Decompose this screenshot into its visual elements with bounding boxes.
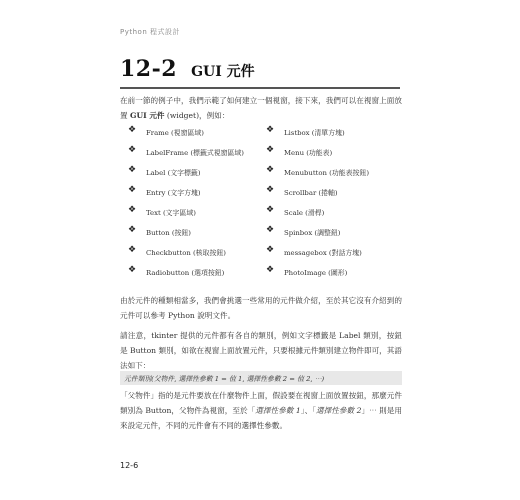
list-item xyxy=(128,247,226,257)
list-item-label: Entry (文字方塊) xyxy=(146,189,201,197)
para4-text-e: 」⋯ 則是用來設定元件，不同的元件會有不同的選擇性參數。 xyxy=(120,406,403,430)
list-item-label: messagebox (對話方塊) xyxy=(284,249,362,257)
list-item xyxy=(128,187,201,197)
list-item xyxy=(266,167,369,177)
list-item-label: Scale (滑桿) xyxy=(284,209,325,217)
bullet-diamond-icon xyxy=(128,147,138,157)
list-item-label: Menu (功能表) xyxy=(284,149,333,157)
list-item xyxy=(266,227,340,237)
list-item xyxy=(128,267,224,277)
list-item xyxy=(266,247,362,257)
list-item xyxy=(266,207,324,217)
list-item-label: Button (按鈕) xyxy=(146,229,191,237)
bullet-diamond-icon xyxy=(128,227,138,237)
list-item xyxy=(266,127,345,137)
bullet-diamond-icon xyxy=(266,147,276,157)
list-item-label: Text (文字區域) xyxy=(146,209,196,217)
bullet-diamond-icon xyxy=(266,127,276,137)
intro-paragraph xyxy=(120,93,402,123)
running-head: Python 程式設計 xyxy=(120,28,180,36)
section-title: GUI 元件 xyxy=(191,64,255,80)
list-item xyxy=(266,267,347,277)
list-item-label: PhotoImage (圖形) xyxy=(284,269,348,277)
bullet-diamond-icon xyxy=(128,207,138,217)
page-number: 12-6 xyxy=(120,461,139,470)
bullet-diamond-icon xyxy=(266,207,276,217)
intro-bold-term: GUI 元件 xyxy=(130,111,165,120)
list-item-label: LabelFrame (標籤式視窗區域) xyxy=(146,149,244,157)
bullet-diamond-icon xyxy=(128,167,138,177)
bullet-diamond-icon xyxy=(128,127,138,137)
list-item-label: Listbox (清單方塊) xyxy=(284,129,345,137)
list-item-label: Scrollbar (捲軸) xyxy=(284,189,338,197)
para4-text-c: 」、「 xyxy=(300,406,317,415)
bullet-diamond-icon xyxy=(266,247,276,257)
list-item-label: Label (文字標籤) xyxy=(146,169,201,177)
section-heading xyxy=(120,56,255,82)
intro-text: 在前一節的例子中，我們示範了如何建立一個視窗，接下來，我們可以在視窗上面放置 xyxy=(120,96,402,120)
body-paragraph-2: 由於元件的種類相當多，我們會挑選一些常用的元件做介紹，至於其它沒有介紹到的元件可以參考 Python 說明文件。 xyxy=(120,296,402,320)
bullet-diamond-icon xyxy=(128,267,138,277)
bullet-diamond-icon xyxy=(266,187,276,197)
list-item xyxy=(266,187,338,197)
syntax-text: 元件類別(父物件, 選擇性參數 1 = 值 1, 選擇性參數 2 = 值 2, ⋯) xyxy=(124,375,325,383)
bullet-diamond-icon xyxy=(128,247,138,257)
list-item xyxy=(128,167,201,177)
heading-rule xyxy=(120,87,400,89)
list-item-label: Menubutton (功能表按鈕) xyxy=(284,169,370,177)
para4-param-1: 選擇性參數 1 xyxy=(255,406,301,415)
list-item xyxy=(128,127,204,137)
syntax-box xyxy=(120,371,402,385)
bullet-diamond-icon xyxy=(266,227,276,237)
intro-text-end: (widget)，例如： xyxy=(164,111,230,120)
list-item xyxy=(128,207,196,217)
list-item-label: Spinbox (調整鈕) xyxy=(284,229,341,237)
para4-param-2: 選擇性參數 2 xyxy=(316,406,362,415)
body-paragraph-4 xyxy=(120,388,402,433)
bullet-diamond-icon xyxy=(128,187,138,197)
list-item-label: Checkbutton (核取按鈕) xyxy=(146,249,226,257)
list-item-label: Frame (視窗區域) xyxy=(146,129,204,137)
para4-text-a: 「父物件」指的是元件要放在什麼物件上面，假設要在視窗上面放置按鈕，那麼元件類別為 Button，父物件為視窗，至於「 xyxy=(120,391,402,415)
section-number: 12-2 xyxy=(120,56,178,82)
list-item xyxy=(128,147,244,157)
bullet-diamond-icon xyxy=(266,167,276,177)
list-item xyxy=(266,147,332,157)
body-paragraph-3: 請注意，tkinter 提供的元件都有各自的類別，例如文字標籤是 Label 類別，按鈕是 Button 類別，如欲在視窗上面放置元件，只要根據元件類別建立物件即可，其語法如下： xyxy=(120,331,402,370)
list-item xyxy=(128,227,191,237)
bullet-diamond-icon xyxy=(266,267,276,277)
list-item-label: Radiobutton (選項按鈕) xyxy=(146,269,225,277)
